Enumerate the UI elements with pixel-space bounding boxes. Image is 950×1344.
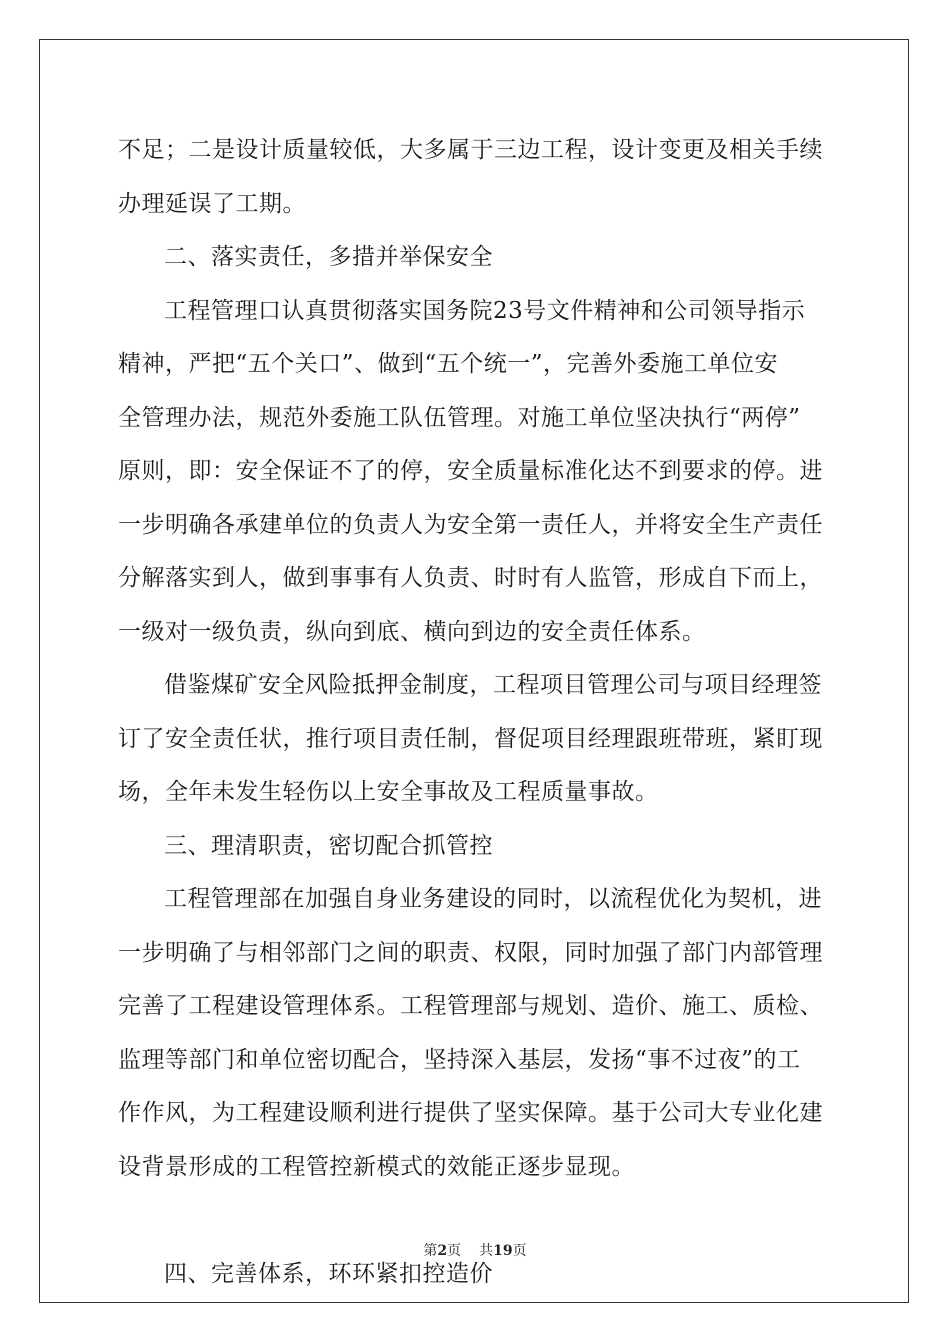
text-line: 全管理办法，规范外委施工队伍管理。对施工单位坚决执行“两停” <box>118 404 801 431</box>
text-line: 完善了工程建设管理体系。工程管理部与规划、造价、施工、质检、 <box>118 993 823 1019</box>
text-line: 作作风，为工程建设顺利进行提供了坚实保障。基于公司大专业化建 <box>118 1100 823 1126</box>
text-line: 监理等部门和单位密切配合，坚持深入基层，发扬“事不过夜”的工 <box>118 1046 801 1073</box>
text-line: 不足；二是设计质量较低，大多属于三边工程，设计变更及相关手续 <box>118 137 823 163</box>
footer-page-prefix: 第 <box>423 1243 438 1259</box>
footer-total-prefix: 共 <box>479 1243 494 1259</box>
text-line: 设背景形成的工程管控新模式的效能正逐步显现。 <box>118 1153 635 1180</box>
footer-total-suffix: 页 <box>512 1243 527 1259</box>
text-line: 工程管理口认真贯彻落实国务院23号文件精神和公司领导指示 <box>164 297 806 324</box>
text-line: 场，全年未发生轻伤以上安全事故及工程质量事故。 <box>118 779 659 805</box>
text-line: 分解落实到人，做到事事有人负责、时时有人监管，形成自下而上， <box>118 565 823 591</box>
text-line: 一级对一级负责，纵向到底、横向到边的安全责任体系。 <box>118 618 706 645</box>
text-line: 原则，即：安全保证不了的停，安全质量标准化达不到要求的停。进 <box>118 458 823 484</box>
text-line: 二、落实责任，多措并举保安全 <box>164 244 493 270</box>
footer-page-suffix: 页 <box>447 1243 462 1259</box>
text-line: 精神，严把“五个关口”、做到“五个统一”，完善外委施工单位安 <box>118 351 779 377</box>
text-line: 订了安全责任状，推行项目责任制，督促项目经理跟班带班，紧盯现 <box>118 725 823 752</box>
text-line: 一步明确各承建单位的负责人为安全第一责任人，并将安全生产责任 <box>118 511 823 538</box>
text-line: 借鉴煤矿安全风险抵押金制度，工程项目管理公司与项目经理签 <box>164 672 822 698</box>
text-line: 四、完善体系，环环紧扣控造价 <box>164 1260 493 1287</box>
page-footer <box>0 1240 950 1260</box>
footer-total-number: 19 <box>493 1243 513 1259</box>
text-line: 工程管理部在加强自身业务建设的同时，以流程优化为契机，进 <box>164 886 822 912</box>
text-line: 三、理清职责，密切配合抓管控 <box>164 832 493 859</box>
footer-page-number: 2 <box>437 1243 448 1259</box>
text-line: 一步明确了与相邻部门之间的职责、权限，同时加强了部门内部管理 <box>118 939 823 966</box>
document-body <box>118 124 834 1301</box>
text-line: 办理延误了工期。 <box>118 190 306 217</box>
